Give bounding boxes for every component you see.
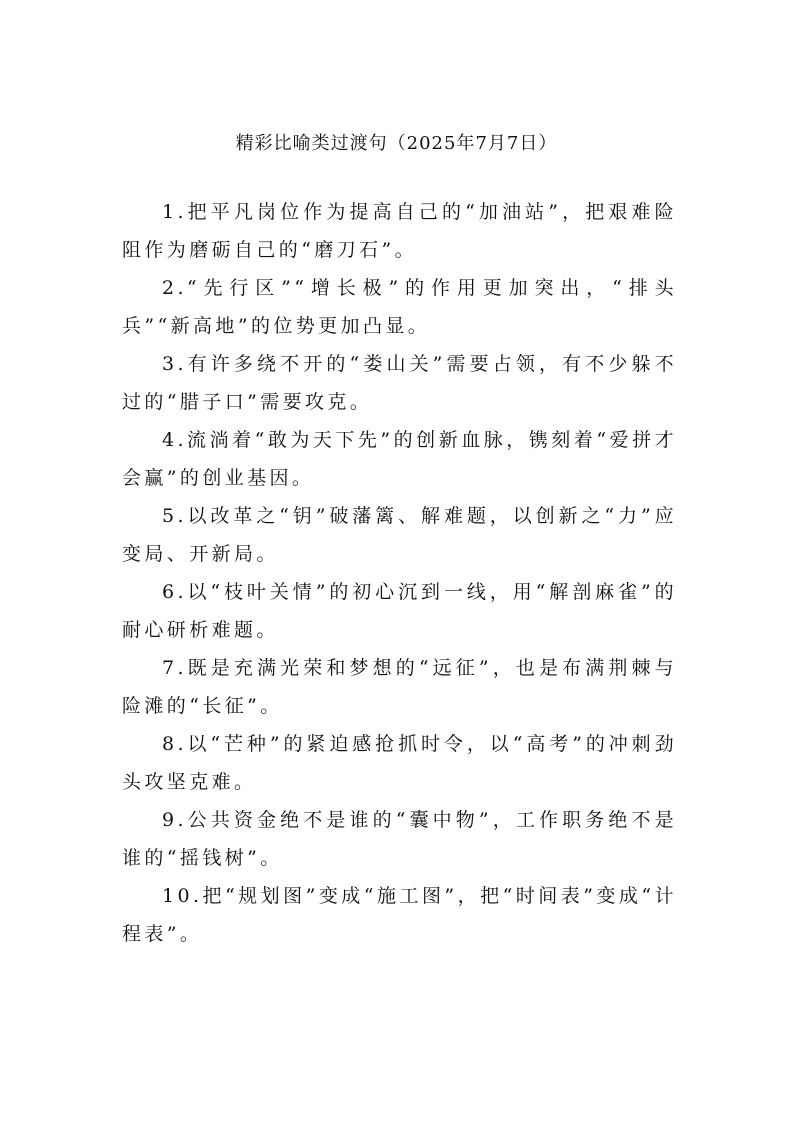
document-title: 精彩比喻类过渡句（2025年7月7日） — [235, 133, 558, 154]
list-item: 1.把平凡岗位作为提高自己的“加油站”，把艰难险阻作为磨砺自己的“磨刀石”。 — [122, 201, 677, 261]
list-item: 8.以“芒种”的紧迫感抢抓时令，以“高考”的冲刺劲头攻坚克难。 — [122, 733, 677, 793]
list-item: 4.流淌着“敢为天下先”的创新血脉，镌刻着“爱拼才会赢”的创业基因。 — [122, 429, 677, 489]
list-item: 2.“先行区”“增长极”的作用更加突出，“排头兵”“新高地”的位势更加凸显。 — [122, 277, 677, 337]
list-item: 5.以改革之“钥”破藩篱、解难题，以创新之“力”应变局、开新局。 — [122, 505, 677, 565]
list-item: 6.以“枝叶关情”的初心沉到一线，用“解剖麻雀”的耐心研析难题。 — [122, 581, 677, 641]
list-item: 7.既是充满光荣和梦想的“远征”，也是布满荆棘与险滩的“长征”。 — [122, 657, 677, 717]
list-item: 10.把“规划图”变成“施工图”，把“时间表”变成“计程表”。 — [122, 885, 677, 945]
list-item: 3.有许多绕不开的“娄山关”需要占领，有不少躲不过的“腊子口”需要攻克。 — [122, 353, 677, 413]
list-item: 9.公共资金绝不是谁的“囊中物”，工作职务绝不是谁的“摇钱树”。 — [122, 809, 677, 869]
sentence-list — [122, 193, 677, 953]
